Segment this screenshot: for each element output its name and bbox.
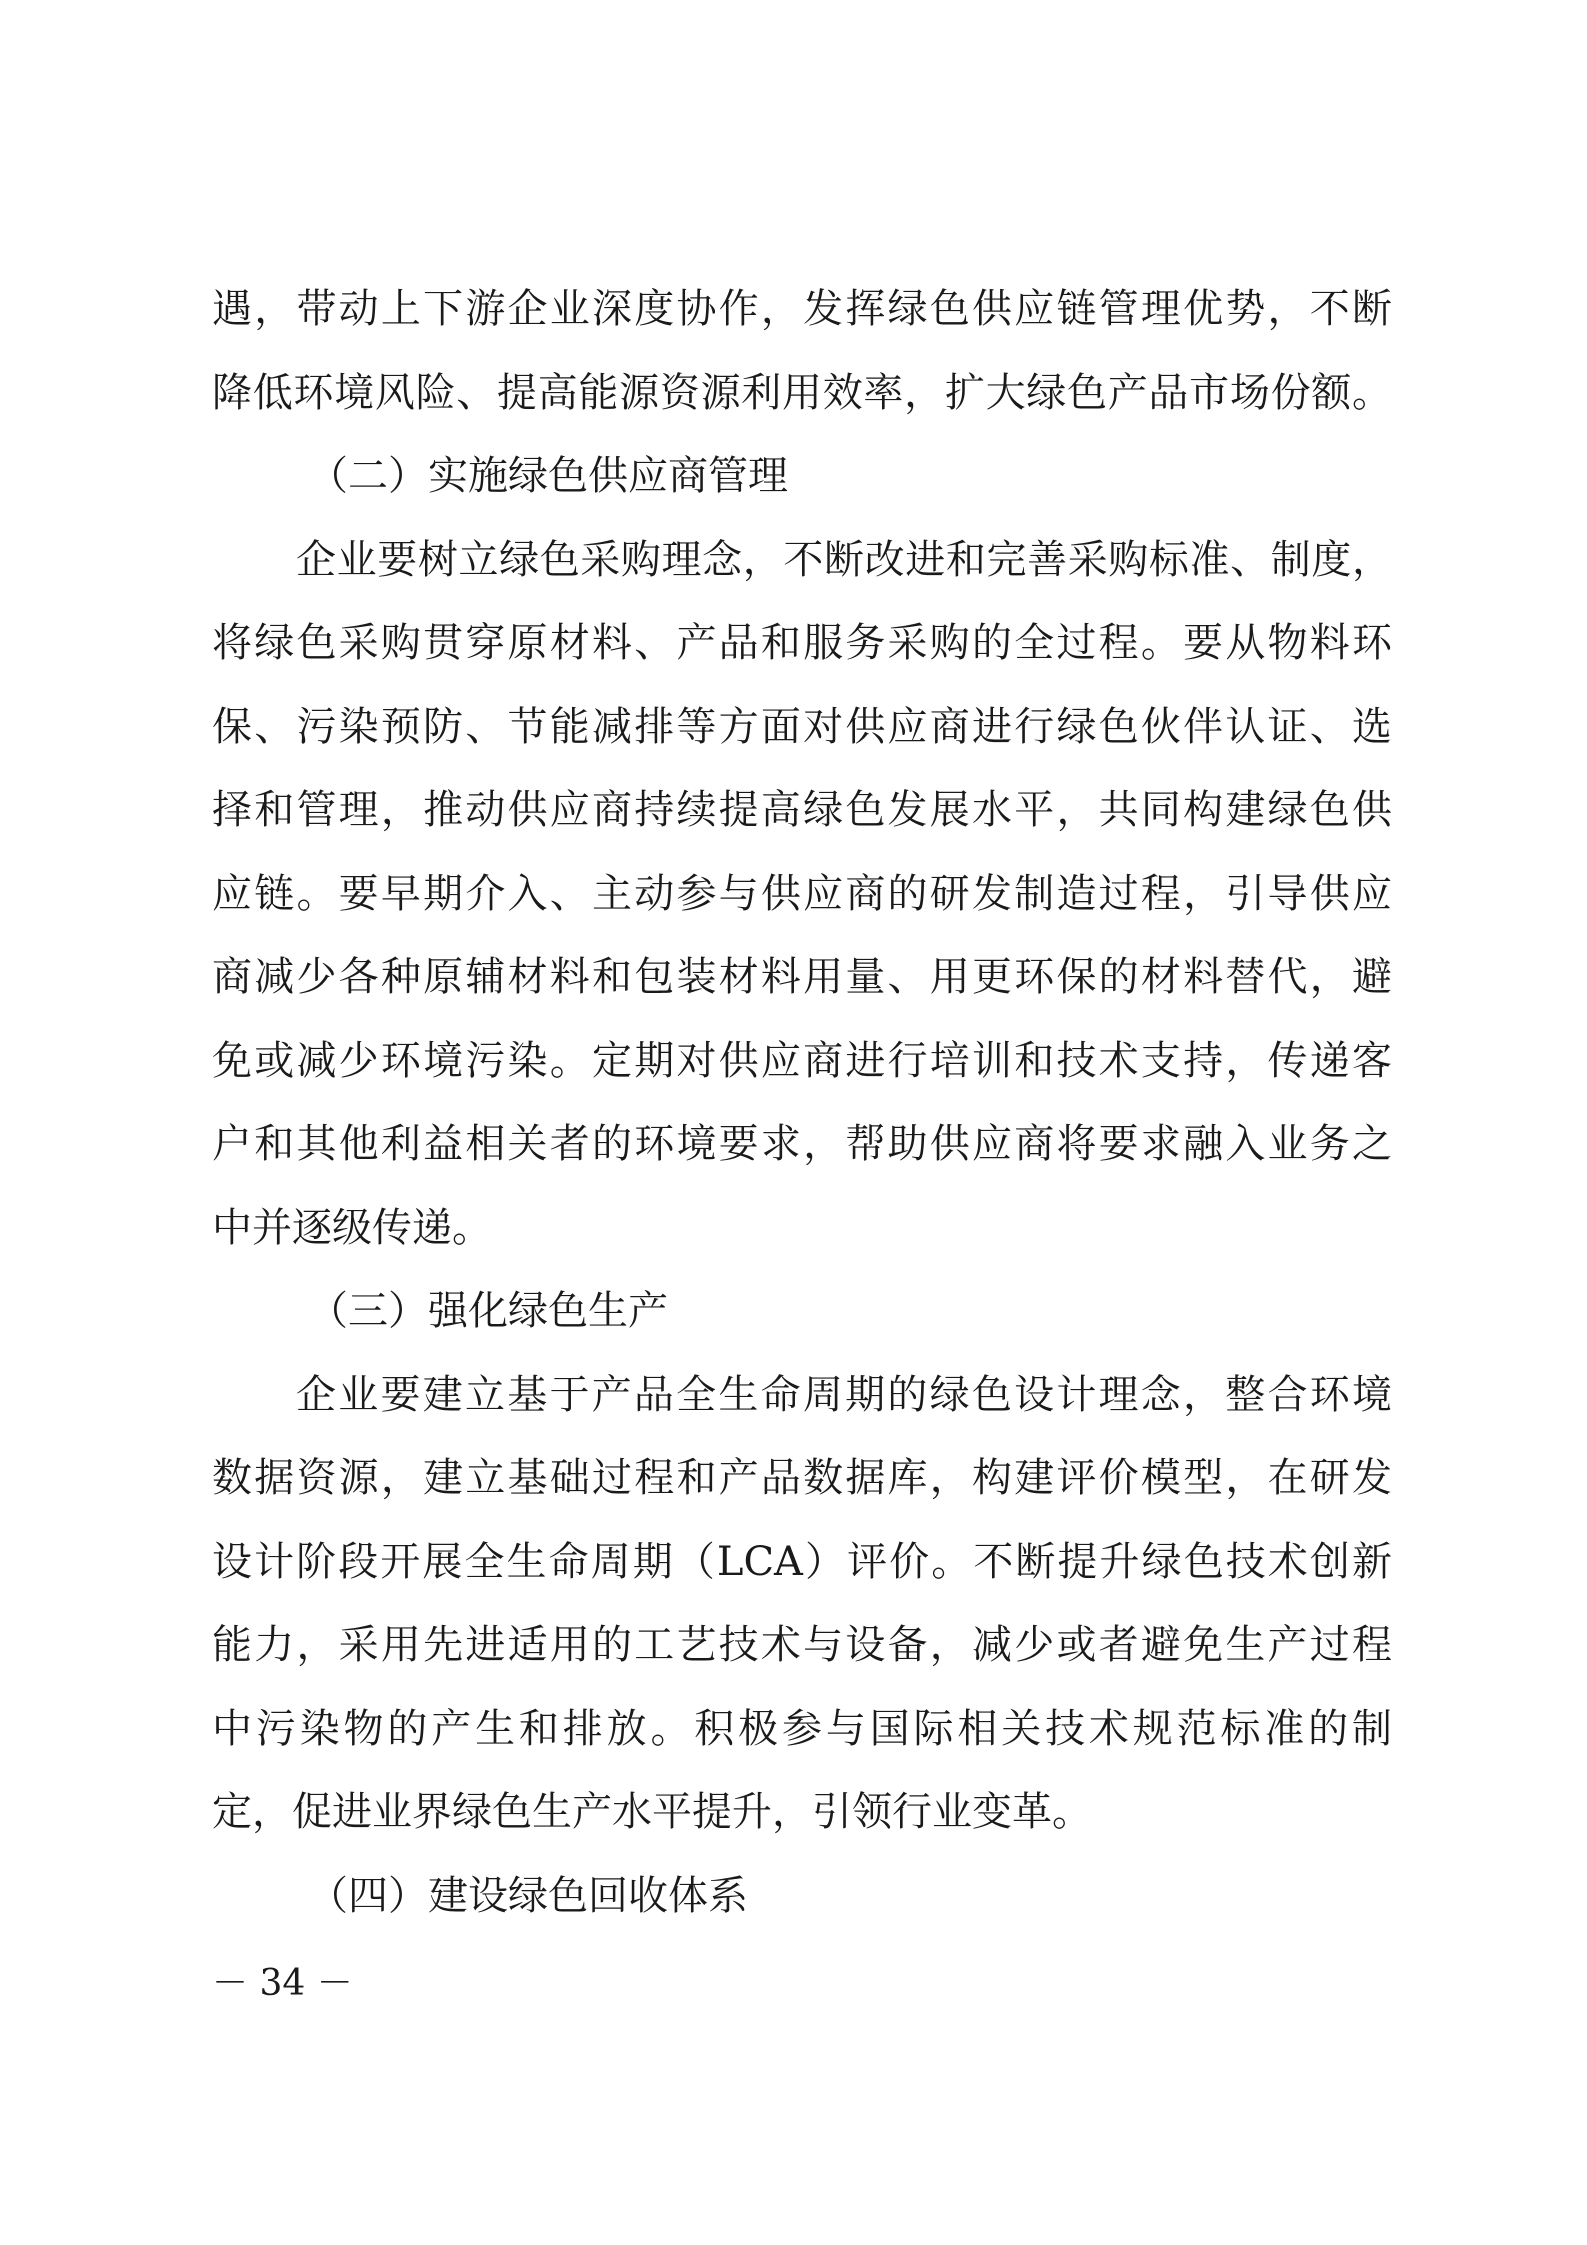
section-heading-2: （二）实施绿色供应商管理 (308, 453, 788, 499)
paragraph-line: 户和其他利益相关者的环境要求，帮助供应商将要求融入业务之 (212, 1121, 1392, 1167)
paragraph-line: 企业要建立基于产品全生命周期的绿色设计理念，整合环境 (296, 1371, 1392, 1418)
paragraph-line: 择和管理，推动供应商持续提高绿色发展水平，共同构建绿色供 (212, 787, 1392, 833)
page-number: － 34 － (212, 1963, 353, 2004)
paragraph-line: 遇，带动上下游企业深度协作，发挥绿色供应链管理优势，不断 (212, 286, 1392, 332)
paragraph-line: 应链。要早期介入、主动参与供应商的研发制造过程，引导供应 (212, 870, 1392, 917)
section-heading-3: （三）强化绿色生产 (308, 1288, 668, 1334)
paragraph-line: 保、污染预防、节能减排等方面对供应商进行绿色伙伴认证、选 (212, 703, 1392, 750)
paragraph-line: 将绿色采购贯穿原材料、产品和服务采购的全过程。要从物料环 (212, 620, 1392, 666)
paragraph-line: 中并逐级传递。 (212, 1204, 492, 1251)
paragraph-line: 设计阶段开展全生命周期（LCA）评价。不断提升绿色技术创新 (212, 1538, 1392, 1585)
section-heading-4: （四）建设绿色回收体系 (308, 1872, 748, 1919)
body-text (212, 268, 1392, 1938)
paragraph-line: 企业要树立绿色采购理念，不断改进和完善采购标准、制度， (296, 536, 1392, 583)
paragraph-line: 定，促进业界绿色生产水平提升，引领行业变革。 (212, 1789, 1092, 1835)
paragraph-line: 中污染物的产生和排放。积极参与国际相关技术规范标准的制 (212, 1705, 1392, 1752)
paragraph-line: 能力，采用先进适用的工艺技术与设备，减少或者避免生产过程 (212, 1622, 1392, 1668)
paragraph-line: 数据资源，建立基础过程和产品数据库，构建评价模型，在研发 (212, 1455, 1392, 1501)
paragraph-line: 商减少各种原辅材料和包装材料用量、用更环保的材料替代，避 (212, 954, 1392, 1000)
paragraph-line: 降低环境风险、提高能源资源利用效率，扩大绿色产品市场份额。 (212, 369, 1392, 416)
paragraph-line: 免或减少环境污染。定期对供应商进行培训和技术支持，传递客 (212, 1037, 1392, 1084)
